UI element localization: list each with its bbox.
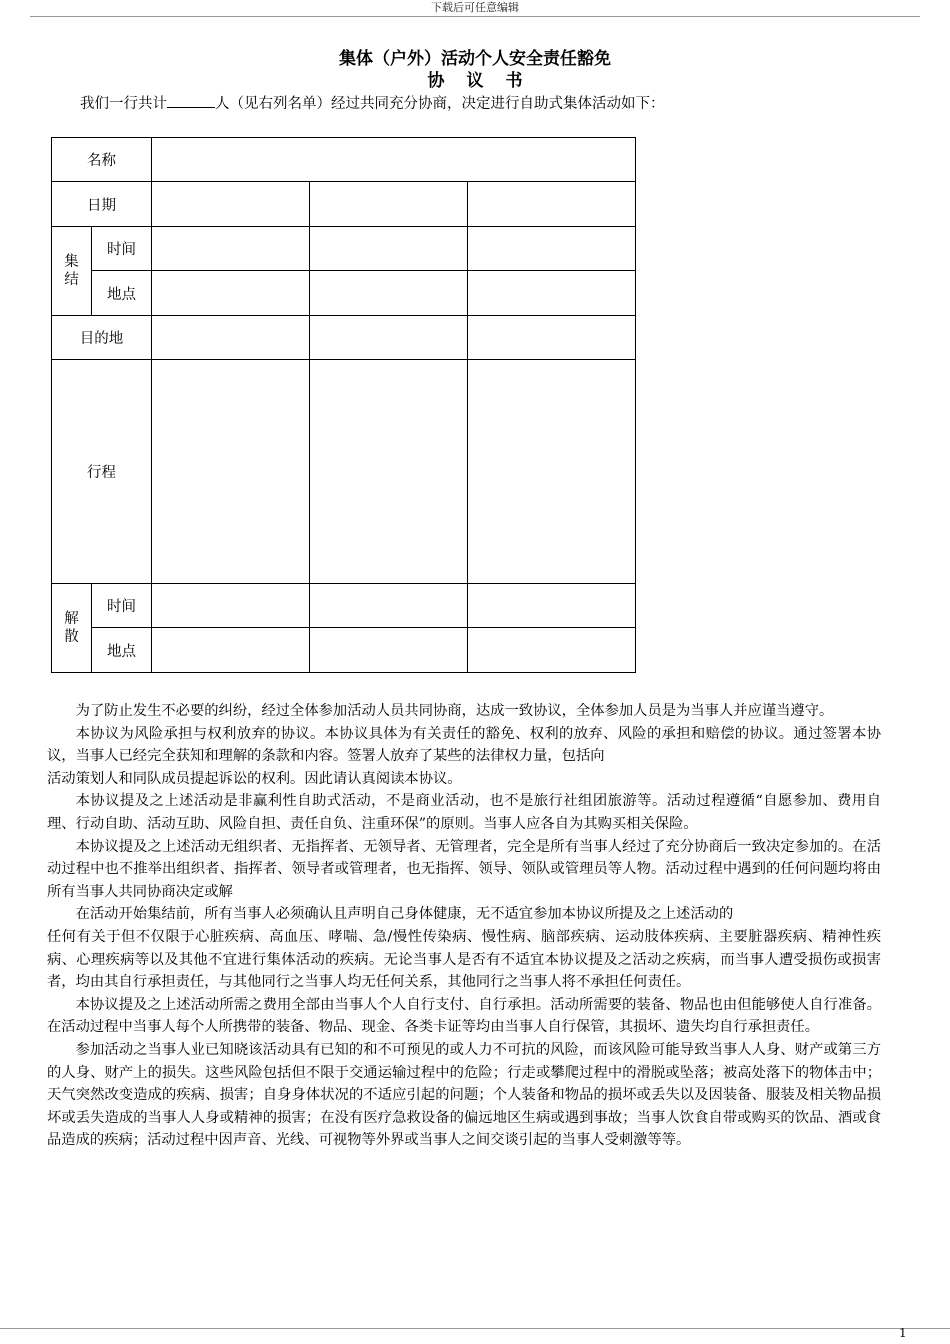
intro-text-before: 我们一行共计 — [80, 96, 167, 112]
paragraph-nature-cont: 活动策划人和同队成员提起诉讼的权利。因此请认真阅读本协议。 — [47, 770, 462, 787]
paragraph-health-cont: 任何有关于但不仅限于心脏疾病、高血压、哮喘、急/慢性传染病、慢性病、脑部疾病、运动肢体疾病、主要脏器疾病、精神性疾病、心理疾病等以及其他不宜进行集体活动的疾病。无论当事人是否有不适宜本协议提及之活动之疾病，而当事人遭受损伤或损害者，均由其自行承担责任，与其他同行之当事人均无任何关系，其他同行之当事人将不承担任何责任。 — [47, 928, 881, 991]
disband-time-cell-3[interactable] — [468, 584, 636, 628]
paragraph-no-organizer: 本协议提及之上述活动无组织者、无指挥者、无领导者、无管理者，完全是所有当事人经过了充分协商后一致决定参加的。在活动过程中也不推举出组织者、指挥者、领导者或管理者，也无指挥、领导、领队或管理员等人物。活动过程中遇到的任何问题均将由所有当事人共同协商决定或解 — [47, 838, 881, 900]
disband-place-label: 地点 — [92, 628, 152, 673]
disband-time-label: 时间 — [92, 584, 152, 628]
disband-place-cell-3[interactable] — [468, 628, 636, 673]
gather-time-cell-2[interactable] — [310, 227, 468, 271]
paragraph-nature: 本协议为风险承担与权利放弃的协议。本协议具体为有关责任的豁免、权利的放弃、风险的承担和赔偿的协议。通过签署本协议，当事人已经完全获知和理解的条款和内容。签署人放弃了某些的法律权力量，包括向 — [47, 725, 881, 765]
paragraph-nonprofit: 本协议提及之上述活动是非赢利性自助式活动，不是商业活动，也不是旅行社组团旅游等。活动过程遵循“自愿参加、费用自理、行动自助、活动互助、风险自担、责任自负、注重环保”的原则。当事人应各自为其购买相关保险。 — [47, 793, 881, 832]
date-cell-2[interactable] — [310, 182, 468, 227]
gather-place-label: 地点 — [92, 271, 152, 316]
itinerary-cell-2[interactable] — [310, 360, 468, 584]
header-divider — [30, 16, 920, 17]
gather-time-cell-3[interactable] — [468, 227, 636, 271]
agreement-body — [47, 700, 881, 1152]
paragraph-health: 在活动开始集结前，所有当事人必须确认且声明自己身体健康，无不适宜参加本协议所提及之上述活动的 — [75, 906, 734, 923]
header-note: 下载后可任意编辑 — [431, 1, 519, 14]
disband-time-cell-2[interactable] — [310, 584, 468, 628]
activity-form-table — [51, 137, 636, 673]
paragraph-purpose: 为了防止发生不必要的纠纷，经过全体参加活动人员共同协商，达成一致协议，全体参加人员是为当事人并应谨当遵守。 — [75, 703, 834, 719]
destination-cell-2[interactable] — [310, 316, 468, 360]
disband-label-text: 解 散 — [64, 611, 79, 645]
disband-place-cell-1[interactable] — [152, 628, 310, 673]
disband-time-cell-1[interactable] — [152, 584, 310, 628]
page-number: 1 — [899, 1326, 907, 1340]
disband-place-cell-2[interactable] — [310, 628, 468, 673]
gather-time-label: 时间 — [92, 227, 152, 271]
document-subtitle: 协议书 — [427, 71, 545, 91]
gather-time-cell-1[interactable] — [152, 227, 310, 271]
itinerary-cell-1[interactable] — [152, 360, 310, 584]
gather-place-cell-3[interactable] — [468, 271, 636, 316]
date-cell-1[interactable] — [152, 182, 310, 227]
date-label: 日期 — [52, 182, 152, 227]
document-title: 集体（户外）活动个人安全责任豁免 — [339, 49, 611, 69]
destination-cell-1[interactable] — [152, 316, 310, 360]
gather-label — [52, 227, 92, 316]
name-cell[interactable] — [152, 138, 636, 182]
paragraph-risks: 参加活动之当事人业已知晓该活动具有已知的和不可预见的或人力不可抗的风险，而该风险可能导致当事人人身、财产或第三方的人身、财产上的损失。这些风险包括但不限于交通运输过程中的危险；行走或攀爬过程中的滑脱或坠落；被高处落下的物体击中；天气突然改变造成的疾病、损害；自身身体状况的不适应引起的问题；个人装备和物品的损坏或丢失以及因装备、服装及相关物品损坏或丢失造成的当事人人身或精神的损害；在没有医疗急救设备的偏远地区生病或遇到事故；当事人饮食自带或购买的饮品、酒或食品造成的疾病；活动过程中因声音、光线、可视物等外界或当事人之间交谈引起的当事人受刺激等等。 — [47, 1041, 881, 1149]
disband-label — [52, 584, 92, 673]
intro-line — [80, 93, 665, 114]
destination-label: 目的地 — [52, 316, 152, 360]
intro-text-after: 人（见右列名单）经过共同充分协商，决定进行自助式集体活动如下： — [215, 96, 665, 112]
gather-label-text: 集 结 — [64, 254, 79, 288]
participant-count-blank[interactable] — [167, 93, 215, 108]
itinerary-label: 行程 — [52, 360, 152, 584]
destination-cell-3[interactable] — [468, 316, 636, 360]
paragraph-expenses: 本协议提及之上述活动所需之费用全部由当事人个人自行支付、自行承担。活动所需要的装备、物品也由但能够使人自行准备。在活动过程中当事人每个人所携带的装备、物品、现金、各类卡证等均由当事人自行保管，其损坏、遗失均自行承担责任。 — [47, 996, 881, 1036]
gather-place-cell-1[interactable] — [152, 271, 310, 316]
name-label: 名称 — [52, 138, 152, 182]
date-cell-3[interactable] — [468, 182, 636, 227]
itinerary-cell-3[interactable] — [468, 360, 636, 584]
footer-divider — [0, 1328, 950, 1329]
gather-place-cell-2[interactable] — [310, 271, 468, 316]
